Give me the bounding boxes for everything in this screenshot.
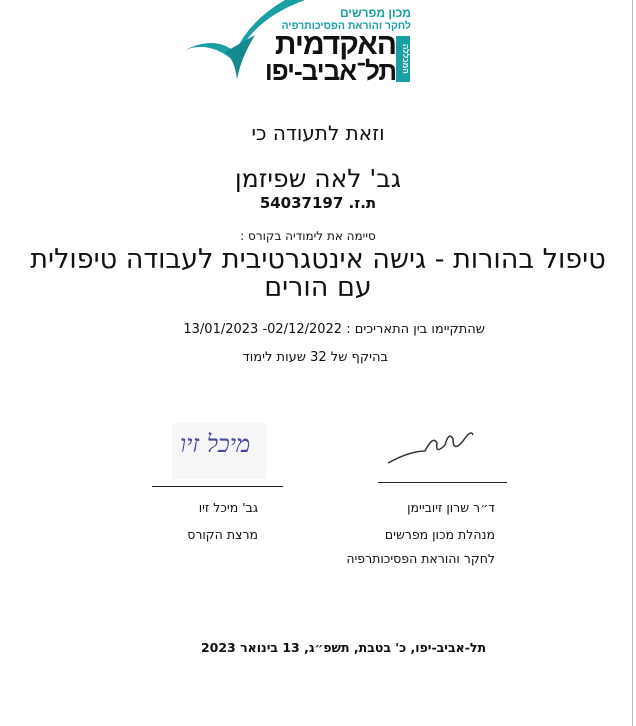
logo-line2: לחקר והוראת הפסיכותרפיה xyxy=(281,20,411,32)
logo-vertical: המכללה xyxy=(396,36,410,82)
director-role1: מנהלת מכון מפרשים xyxy=(384,527,495,542)
course-dates: שהתקיימו בין התאריכים : 02/12/2022- 13/01/2023 xyxy=(183,322,485,337)
recipient-id: ת.ז. 54037197 xyxy=(259,194,377,212)
signature-line-left xyxy=(152,486,283,487)
recipient-name: גב' לאה שפיזמן xyxy=(234,164,402,193)
logo-line3: האקדמית xyxy=(274,28,396,61)
signature-line-right xyxy=(378,482,507,483)
signature-left: מיכל זיו xyxy=(180,430,251,458)
footer-date-place: תל-אביב-יפו, כ' בטבת, תשפ״ג, 13 בינואר 2023 xyxy=(200,640,486,655)
course-title-line1: טיפול בהורות - גישה אינטגרטיבית לעבודה טיפולית xyxy=(30,244,606,275)
logo-line1: מכון מפרשים xyxy=(339,6,411,20)
course-hours: בהיקף של 32 שעות לימוד xyxy=(242,350,388,365)
director-role2: לחקר והוראת הפסיכותרפיה xyxy=(346,551,495,566)
signature-right xyxy=(385,425,475,470)
logo-line4: תל־אביב-יפו xyxy=(264,56,396,86)
lecturer-role: מרצת הקורס xyxy=(187,527,258,542)
course-title-line2: עם הורים xyxy=(264,272,372,303)
completed-label: סיימה את לימודיה בקורס : xyxy=(240,229,376,243)
certificate-heading: וזאת לתעודה כי xyxy=(251,121,385,145)
lecturer-name: גב' מיכל זיו xyxy=(198,500,258,515)
page-border xyxy=(632,0,633,726)
director-name: ד״ר שרון זיוביימן xyxy=(407,500,495,515)
